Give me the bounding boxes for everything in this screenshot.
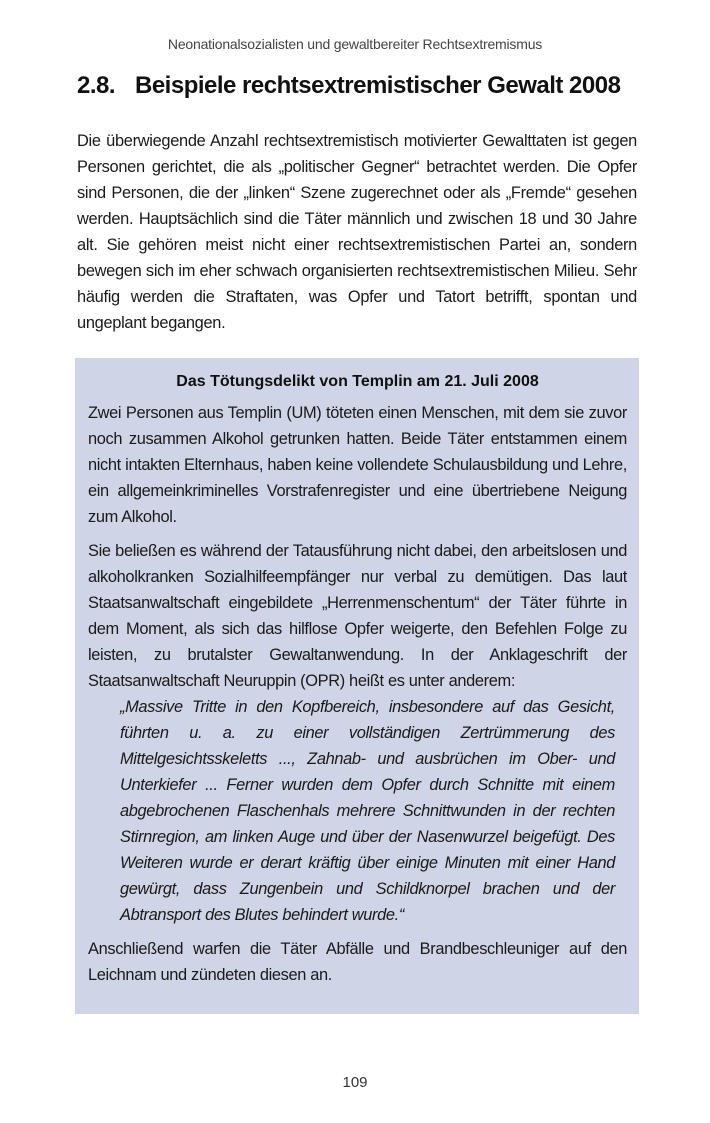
running-head: Neonationalsozialisten und gewaltbereiter Rechtsextremismus [167,36,543,52]
section-number: 2.8. [77,72,116,99]
case-study-box [75,358,639,1014]
case-study-title: Das Tötungsdelikt von Templin am 21. Juli 2008 [176,373,539,390]
section-title [77,72,637,100]
indictment-quote: „Massive Tritte in den Kopfbereich, insbesondere auf das Gesicht, führten u. a. zu einer vollständigen Zertrümmerung des Mittelgesichtsskeletts ..., Zahnab- und ausbrüchen im Ober- und Unterkiefer ... Ferner wurden dem Opfer durch Schnitte mit einem abgebrochenen Flaschenhals mehrere Schnittwunden in der rechten Stirnregion, am linken Auge und über der Nasenwurzel beigefügt. Des Weiteren wurde er derart kräftig über einige Minuten mit einer Hand gewürgt, dass Zungenbein und Schildknorpel brachen und der Abtransport des Blutes behindert wurde.“ [120,698,615,924]
page-number: 109 [342,1074,368,1091]
case-study-paragraph-1: Zwei Personen aus Templin (UM) töteten einen Menschen, mit dem sie zuvor noch zusammen Alkohol getrunken hatten. Beide Täter entstammen einem nicht intakten Elternhaus, haben keine vollendete Schulausbildung und Lehre, ein allgemeinkriminelles Vorstrafenregister und eine übertriebene Neigung zum Alkohol. [88,404,627,526]
intro-paragraph: Die überwiegende Anzahl rechtsextremistisch motivierter Gewalttaten ist gegen Personen gerichtet, die als „politischer Gegner“ betrachtet werden. Die Opfer sind Personen, die der „linken“ Szene zugerechnet oder als „Fremde“ gesehen werden. Hauptsächlich sind die Täter männlich und zwischen 18 und 30 Jahre alt. Sie gehören meist nicht einer rechtsextremistischen Partei an, sondern bewegen sich im eher schwach organisierten rechtsextremistischen Milieu. Sehr häufig werden die Straftaten, was Opfer und Tatort betrifft, spontan und ungeplant begangen. [77,132,637,332]
case-study-paragraph-2: Sie beließen es während der Tatausführung nicht dabei, den arbeitslosen und alkoholkranken Sozialhilfeempfänger nur verbal zu demütigen. Das laut Staatsanwaltschaft eingebildete „Herrenmenschentum“ der Täter führte in dem Moment, als sich das hilflose Opfer weigerte, den Befehlen Folge zu leisten, zu brutalster Gewaltanwendung. In der Anklageschrift der Staatsanwaltschaft Neuruppin (OPR) heißt es unter anderem: [88,542,627,690]
section-title-text: Beispiele rechtsextremistischer Gewalt 2008 [135,72,621,99]
case-study-paragraph-3: Anschließend warfen die Täter Abfälle und Brandbeschleuniger auf den Leichnam und zündeten diesen an. [88,940,627,984]
